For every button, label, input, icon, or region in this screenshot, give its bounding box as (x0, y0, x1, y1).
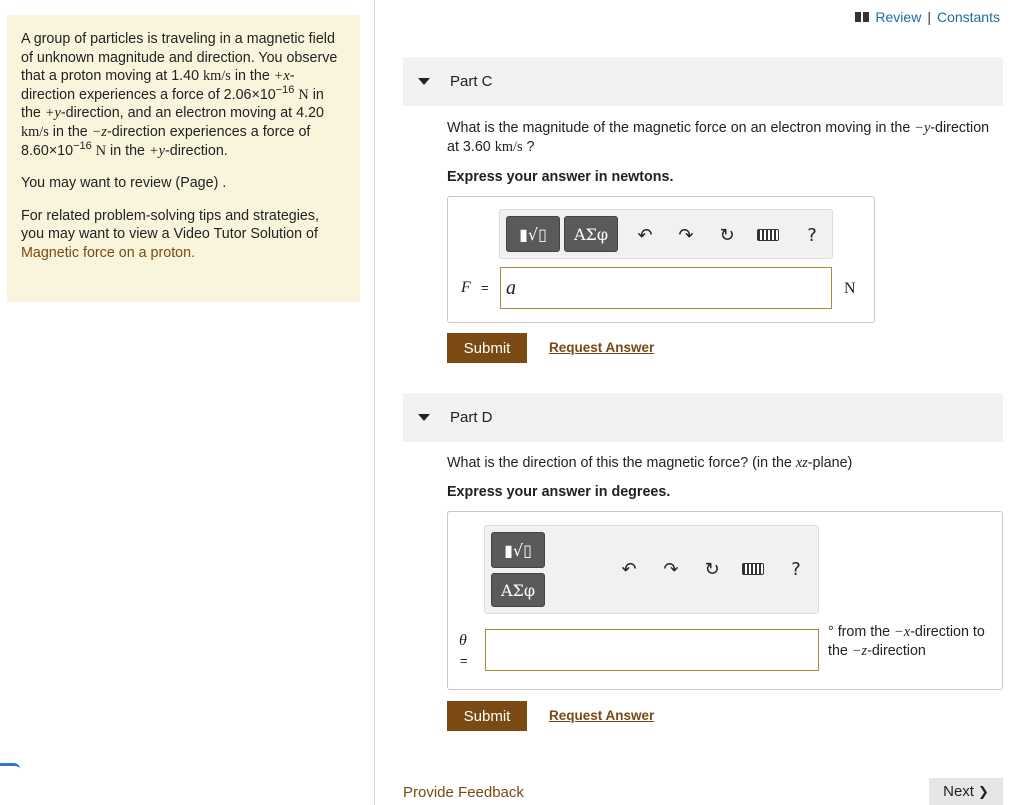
corner-accent (0, 763, 20, 769)
link-separator: | (927, 9, 931, 25)
part-c-answer-box (447, 196, 875, 323)
help-icon[interactable]: ? (791, 558, 801, 580)
problem-statement (7, 15, 360, 302)
part-c-header[interactable] (403, 57, 1003, 106)
part-d-request-answer-link[interactable]: Request Answer (549, 708, 655, 723)
reset-icon[interactable]: ↻ (704, 558, 720, 580)
part-d-equals: = (460, 653, 468, 668)
part-d-header[interactable] (403, 393, 1003, 442)
problem-paragraph-2: You may want to review (Page) . (21, 175, 227, 192)
next-label: Next (943, 783, 974, 800)
collapse-triangle-icon (418, 78, 430, 85)
part-c-question: What is the magnitude of the magnetic force on an electron moving in the −y-direction at 3.60 km/s ? (447, 120, 990, 155)
part-c-instruction: Express your answer in newtons. (447, 169, 674, 185)
problem-paragraph-3: For related problem-solving tips and strategies, you may want to view a Video Tutor Solution of Magnetic force on a proton. (21, 207, 319, 261)
undo-icon[interactable]: ↶ (621, 558, 637, 580)
part-c-answer-input[interactable]: a (500, 267, 832, 309)
part-c-submit-button[interactable]: Submit (447, 333, 527, 363)
problem-paragraph-1: A group of particles is traveling in a magnetic field of unknown magnitude and direction. You observe that a proton moving at 1.40 km/s in the +x-direction experiences a force of $2.06\times 10^{-16}$ N in the +y-direction, and an electron moving at 4.20 km/s in the −z-direction experiences a force of $8.60\times 10^{-16}$ N in the +y-direction. (21, 31, 338, 159)
part-d-unit-description: ° from the −x-direction to the −z-direction (828, 624, 985, 659)
top-links (855, 9, 1000, 25)
redo-icon[interactable]: ↷ (678, 224, 694, 246)
part-c-variable: F (461, 279, 471, 296)
greek-symbols-button[interactable]: ΑΣφ (491, 573, 545, 607)
part-d-title: Part D (450, 409, 493, 426)
undo-icon[interactable]: ↶ (637, 224, 653, 246)
part-d-submit-button[interactable]: Submit (447, 701, 527, 731)
part-d-math-toolbar (484, 525, 819, 614)
provide-feedback-link[interactable]: Provide Feedback (403, 784, 524, 801)
book-icon (855, 12, 869, 22)
templates-button[interactable]: ▮√▯ (506, 216, 560, 252)
chevron-right-icon: ❯ (977, 783, 989, 799)
part-c-request-answer-link[interactable]: Request Answer (549, 340, 655, 355)
keyboard-icon[interactable] (741, 557, 765, 581)
part-d-answer-box (447, 511, 1003, 690)
constants-link[interactable]: Constants (936, 9, 1000, 25)
redo-icon[interactable]: ↷ (663, 558, 679, 580)
keyboard-icon[interactable] (756, 223, 780, 247)
part-c-equals: = (481, 280, 489, 295)
greek-symbols-button[interactable]: ΑΣφ (564, 216, 618, 252)
part-d-instruction: Express your answer in degrees. (447, 484, 671, 500)
part-d-question: What is the direction of this the magnetic force? (in the xz-plane) (447, 455, 853, 471)
panel-divider (374, 0, 375, 805)
reset-icon[interactable]: ↻ (719, 224, 735, 246)
part-d-answer-input[interactable] (485, 629, 819, 671)
help-icon[interactable]: ? (807, 224, 817, 246)
video-tutor-link[interactable]: Magnetic force on a proton. (21, 244, 196, 261)
templates-button[interactable]: ▮√▯ (491, 532, 545, 568)
next-button[interactable] (929, 778, 1003, 805)
part-c-math-toolbar (499, 209, 833, 259)
collapse-triangle-icon (418, 414, 430, 421)
review-link[interactable]: Review (875, 9, 922, 25)
part-c-title: Part C (450, 73, 493, 90)
part-c-unit: N (844, 280, 856, 297)
part-d-variable: θ (459, 632, 467, 649)
